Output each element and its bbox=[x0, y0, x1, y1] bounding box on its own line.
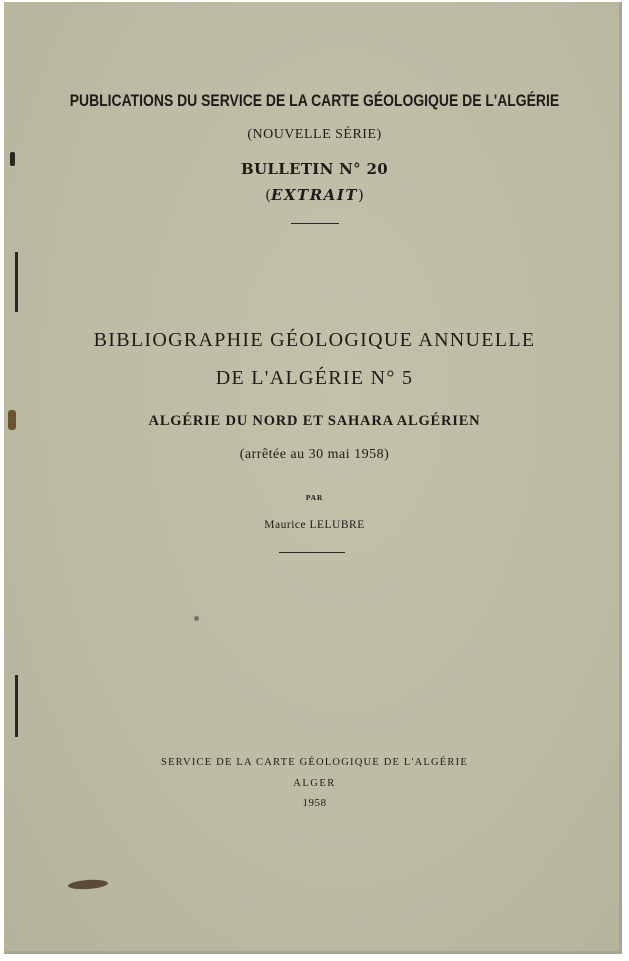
binding-mark-2 bbox=[15, 252, 18, 312]
extract-close: ) bbox=[358, 186, 364, 204]
imprint-service-line bbox=[0, 757, 629, 768]
by-text: PAR bbox=[305, 493, 324, 502]
header-rule bbox=[291, 223, 339, 224]
title-line-2 bbox=[0, 367, 629, 390]
cover-sheet bbox=[4, 2, 622, 954]
extract-line bbox=[0, 186, 629, 204]
imprint-city-line bbox=[0, 778, 629, 789]
title-text-2: DE L'ALGÉRIE N° 5 bbox=[215, 367, 414, 389]
subtitle-line bbox=[0, 413, 629, 430]
publisher-text: PUBLICATIONS DU SERVICE DE LA CARTE GÉOLOGIQUE DE L'ALGÉRIE bbox=[69, 91, 560, 110]
extract-open: ( bbox=[265, 186, 271, 204]
by-line bbox=[0, 493, 629, 502]
author-rule bbox=[279, 552, 345, 553]
author-line bbox=[0, 519, 629, 531]
bulletin-line bbox=[0, 160, 629, 178]
imprint-year-line bbox=[0, 797, 629, 809]
title-text-1: BIBLIOGRAPHIE GÉOLOGIQUE ANNUELLE bbox=[93, 329, 536, 351]
publisher-line bbox=[0, 91, 629, 111]
date-note-text: (arrêtée au 30 mai 1958) bbox=[239, 447, 390, 462]
binding-mark-4 bbox=[15, 675, 18, 737]
imprint-city-text: ALGER bbox=[293, 778, 336, 789]
subtitle-text: ALGÉRIE DU NORD ET SAHARA ALGÉRIEN bbox=[148, 413, 481, 429]
title-line-1 bbox=[0, 329, 629, 352]
extract-word: EXTRAIT bbox=[270, 186, 359, 204]
date-note-line bbox=[0, 447, 629, 463]
imprint-year-text: 1958 bbox=[302, 797, 327, 809]
series-line bbox=[0, 127, 629, 143]
author-name: Maurice LELUBRE bbox=[264, 519, 365, 531]
dot-mark bbox=[194, 616, 199, 621]
series-text: (NOUVELLE SÉRIE) bbox=[247, 127, 382, 142]
imprint-service-text: SERVICE DE LA CARTE GÉOLOGIQUE DE L'ALGÉRIE bbox=[161, 757, 468, 768]
bulletin-text: BULLETIN N° 20 bbox=[241, 160, 388, 178]
